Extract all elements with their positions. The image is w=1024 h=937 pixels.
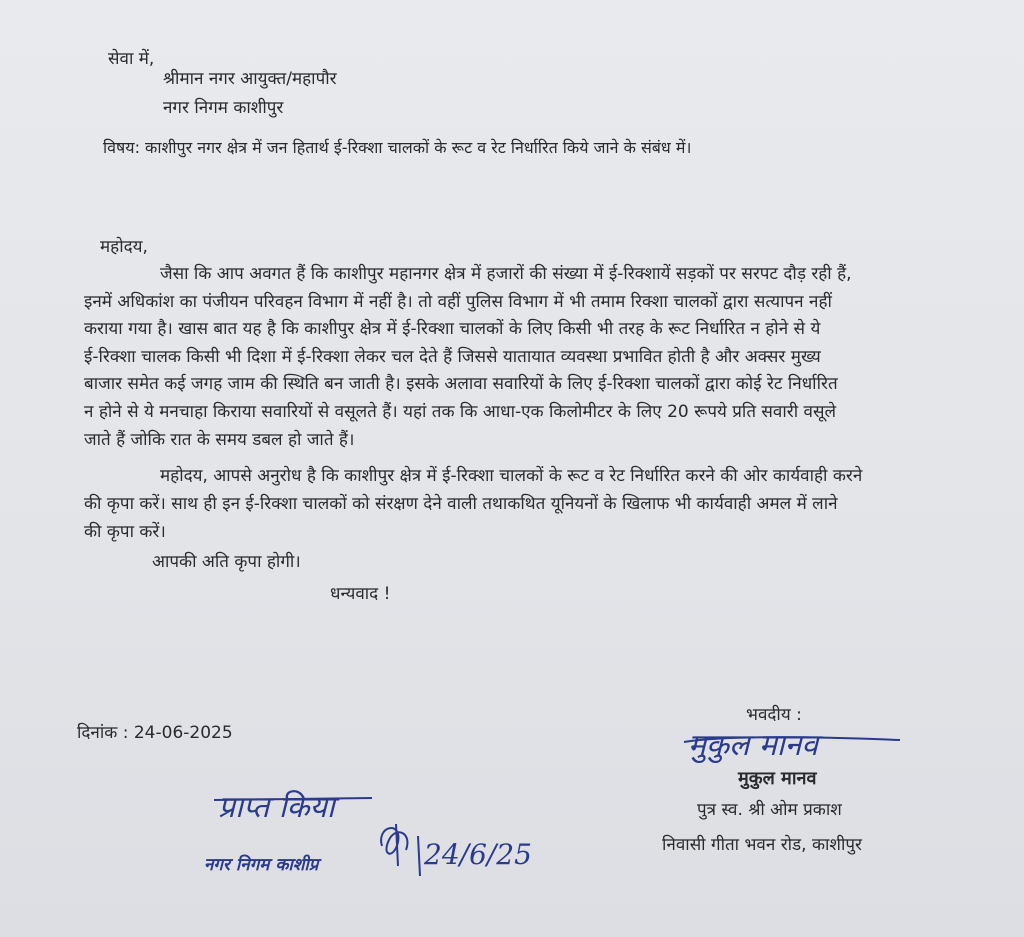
para1-line: बाजार समेत कई जगह जाम की स्थिति बन जाती है। इसके अलावा सवारियों के लिए ई-रिक्शा चालकों द्वारा कोई रेट निर्धारित <box>84 374 838 394</box>
greeting: महोदय, <box>100 237 148 257</box>
recipient-line-2: नगर निगम काशीपुर <box>163 98 284 118</box>
para1-line: जाते हैं जोकि रात के समय डबल हो जाते हैं। <box>84 430 355 450</box>
para2-line: महोदय, आपसे अनुरोध है कि काशीपुर क्षेत्र में ई-रिक्शा चालकों के रूट व रेट निर्धारित करने की ओर कार्यवाही करने <box>160 466 863 486</box>
office-stamp-text: नगर निगम काशीप्र <box>204 855 319 875</box>
subject-line: विषय: काशीपुर नगर क्षेत्र में जन हितार्थ ई-रिक्शा चालकों के रूट व रेट निर्धारित किये जाने के संबंध में। <box>103 138 692 157</box>
salutation-to: सेवा में, <box>108 49 155 69</box>
para2-line: की कृपा करें। <box>84 522 166 542</box>
para1-line: ई-रिक्शा चालक किसी भी दिशा में ई-रिक्शा लेकर चल देते हैं जिससे यातायात व्यवस्था प्रभावित होती है और अक्सर मुख्य <box>84 347 821 367</box>
para2-line: की कृपा करें। साथ ही इन ई-रिक्शा चालकों को संरक्षण देने वाली तथाकथित यूनियनों के खिलाफ भी कार्यवाही अमल में लाने <box>84 494 838 514</box>
closing-request: आपकी अति कृपा होगी। <box>152 552 301 572</box>
thanks: धन्यवाद ! <box>330 584 391 604</box>
sender-signature: मुकुल मानव <box>688 728 818 763</box>
received-date: 24/6/25 <box>424 838 532 871</box>
letter-date: दिनांक : 24-06-2025 <box>77 723 233 743</box>
received-note-topline <box>212 794 382 808</box>
sender-father: पुत्र स्व. श्री ओम प्रकाश <box>697 800 842 820</box>
para1-line: इनमें अधिकांश का पंजीयन परिवहन विभाग में नहीं है। तो वहीं पुलिस विभाग में भी तमाम रिक्शा चालकों द्वारा सत्यापन नहीं <box>84 292 832 312</box>
para1-line: न होने से ये मनचाहा किराया सवारियों से वसूलते हैं। यहां तक कि आधा-एक किलोमीटर के लिए 20 रूपये प्रति सवारी वसूले <box>84 402 837 422</box>
yours-faithfully: भवदीय : <box>746 705 802 725</box>
sender-address: निवासी गीता भवन रोड, काशीपुर <box>662 835 862 855</box>
recipient-line-1: श्रीमान नगर आयुक्त/महापौर <box>163 69 337 89</box>
para1-line: जैसा कि आप अवगत हैं कि काशीपुर महानगर क्षेत्र में हजारों की संख्या में ई-रिक्शायें सड़कों पर सरपट दौड़ रही हैं, <box>160 264 852 284</box>
sender-name: मुकुल मानव <box>738 768 817 789</box>
para1-line: कराया गया है। खास बात यह है कि काशीपुर क्षेत्र में ई-रिक्शा चालकों के लिए किसी भी तरह के रूट निर्धारित न होने से ये <box>84 319 821 339</box>
received-note: प्राप्त किया <box>218 790 335 825</box>
date-bar <box>412 834 426 878</box>
